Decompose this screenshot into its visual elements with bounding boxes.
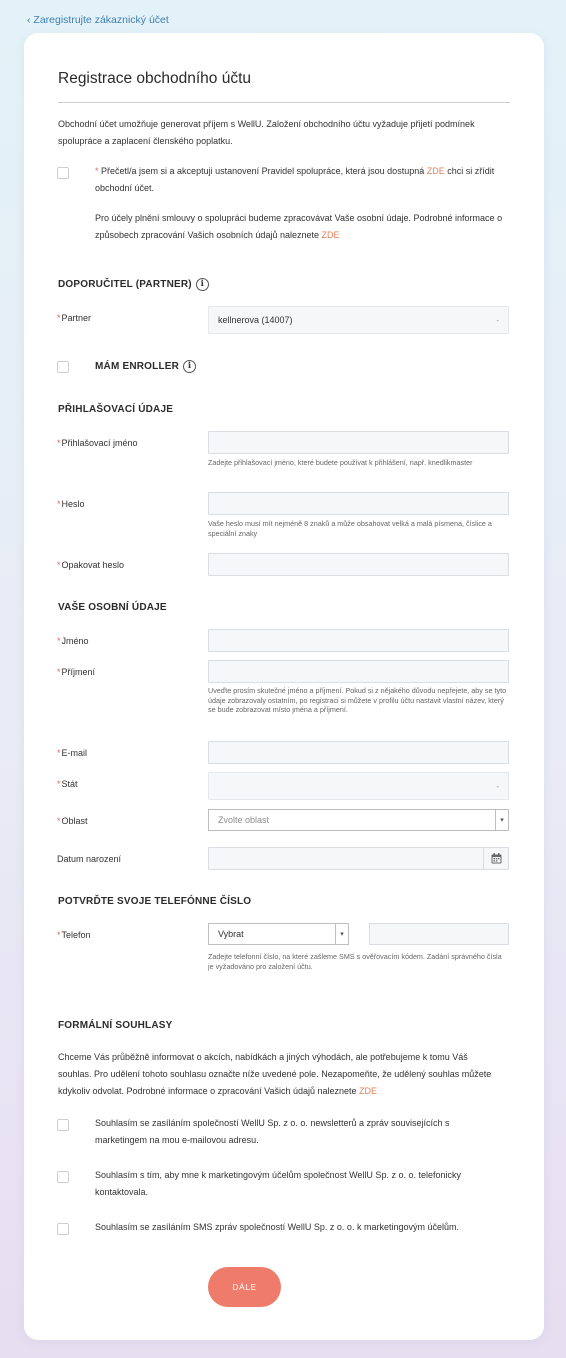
enroller-checkbox[interactable]	[57, 361, 69, 373]
next-button[interactable]: DÁLE	[208, 1267, 281, 1307]
registration-card	[24, 33, 544, 1340]
required-mark: *	[57, 313, 61, 323]
region-placeholder: Zvolte oblast	[218, 815, 270, 825]
back-link[interactable]	[27, 14, 169, 26]
consents-intro	[58, 1049, 498, 1100]
password-label	[57, 499, 85, 509]
info-icon[interactable]: i	[196, 278, 209, 291]
privacy-text-body: Pro účely plnění smlouvy o spolupráci budeme zpracovávat Vaše osobní údaje. Podrobné informace o způsobech zpracování Vašich osobních údajů naleznete	[95, 213, 503, 240]
username-label	[57, 438, 138, 448]
partner-select[interactable]	[208, 306, 509, 334]
consent-email-checkbox[interactable]	[57, 1119, 69, 1131]
username-label-text: Přihlašovací jméno	[61, 438, 138, 448]
calendar-button[interactable]	[483, 848, 508, 869]
repeat-password-input[interactable]	[208, 553, 509, 576]
phone-prefix-value: Vybrat	[218, 929, 244, 939]
consents-heading: FORMÁLNÍ SOUHLASY	[58, 1020, 173, 1031]
email-input[interactable]	[208, 741, 509, 764]
title-divider	[58, 102, 510, 103]
birth-date-label: Datum narození	[57, 854, 122, 864]
first-name-input[interactable]	[208, 629, 509, 652]
dropdown-arrow-icon[interactable]: ▾	[335, 924, 348, 944]
caret-icon: -	[496, 315, 499, 325]
terms-checkbox[interactable]	[57, 167, 69, 179]
partner-value: kellnerova (14007)	[218, 315, 293, 325]
phone-label-text: Telefon	[61, 930, 91, 940]
phone-prefix-select[interactable]	[208, 923, 349, 945]
last-name-input[interactable]	[208, 660, 509, 683]
consents-link[interactable]: ZDE	[359, 1086, 378, 1096]
phone-help: Zadejte telefonní číslo, na které zašleme SMS s ověřovacím kódem. Zadání správného čísla je vyžadováno pro založení účtu.	[208, 952, 502, 971]
required-mark: *	[57, 816, 61, 826]
password-input[interactable]	[208, 492, 509, 515]
phone-label	[57, 930, 91, 940]
last-name-label-text: Příjmení	[61, 667, 96, 677]
phone-heading: POTVRĎTE SVOJE TELEFÓNNE ČÍSLO	[58, 896, 252, 907]
consent-email-text: Souhlasím se zasíláním společností WellU Sp. z o. o. newsletterů a zpráv souvisejících s marketingem na mou e-mailovou adresu.	[95, 1118, 450, 1145]
enroller-label-text: MÁM ENROLLER	[95, 361, 180, 373]
calendar-icon	[491, 853, 502, 864]
back-link-label: Zaregistrujte zákaznický účet	[33, 14, 169, 26]
info-icon[interactable]: i	[183, 360, 196, 373]
region-label-text: Oblast	[61, 816, 88, 826]
email-label-text: E-mail	[61, 748, 88, 758]
region-select[interactable]	[208, 809, 509, 831]
username-help: Zadejte přihlašovací jméno, které budete používat k přihlášení, např. knedlikmaster	[208, 458, 473, 467]
country-label	[57, 779, 78, 789]
repeat-password-label-text: Opakovat heslo	[61, 560, 125, 570]
required-mark: *	[57, 499, 61, 509]
privacy-link[interactable]: ZDE	[321, 230, 340, 240]
caret-icon: -	[496, 781, 499, 791]
terms-text	[95, 163, 515, 197]
password-label-text: Heslo	[61, 499, 85, 509]
consents-intro-text: Chceme Vás průběžně informovat o akcích, nabídkách a jiných výhodách, ale potřebujeme k tomu Váš souhlas. Pro udělení tohoto souhlasu označte níže uvedené pole. Nezapomeňte, že udělený souhlas můžete kdykoliv odvolat. Podrobné informace o zpracování Vašich údajů naleznete	[58, 1052, 492, 1096]
partner-label-text: Partner	[61, 313, 92, 323]
login-heading: PŘIHLAŠOVACÍ ÚDAJE	[58, 404, 174, 415]
intro-text: Obchodní účet umožňuje generovat příjem s WellU. Založení obchodního účtu vyžaduje přijetí podmínek spolupráce a zaplacení členského poplatku.	[58, 119, 475, 146]
last-name-label	[57, 667, 95, 677]
consent-sms-checkbox[interactable]	[57, 1223, 69, 1235]
consent-phone-checkbox[interactable]	[57, 1171, 69, 1183]
personal-heading: VAŠE OSOBNÍ ÚDAJE	[58, 602, 167, 613]
first-name-label-text: Jméno	[61, 636, 89, 646]
phone-number-input[interactable]	[369, 923, 509, 945]
region-label	[57, 816, 88, 826]
first-name-label	[57, 636, 89, 646]
page-title: Registrace obchodního účtu	[58, 70, 252, 87]
required-mark: *	[57, 636, 61, 646]
terms-link[interactable]: ZDE	[426, 166, 445, 176]
email-label	[57, 748, 87, 758]
required-mark: *	[57, 748, 61, 758]
terms-text-before: Přečetl/a jsem si a akceptuji ustanovení Pravidel spolupráce, která jsou dostupná	[101, 166, 425, 176]
dropdown-arrow-icon[interactable]: ▾	[495, 810, 508, 830]
sponsor-heading-text: DOPORUČITEL (PARTNER)	[58, 279, 192, 291]
terms-text-after: chci si zřídit obchodní účet.	[95, 166, 495, 193]
partner-label	[57, 313, 91, 323]
required-mark: *	[57, 667, 61, 677]
chevron-left-icon: ‹	[27, 14, 31, 26]
required-mark: *	[95, 166, 99, 176]
username-input[interactable]	[208, 431, 509, 454]
repeat-password-label	[57, 560, 124, 570]
consent-phone-text: Souhlasím s tím, aby mne k marketingovým účelům společnost WellU Sp. z o. o. telefonicky kontaktovala.	[95, 1170, 461, 1197]
required-mark: *	[57, 779, 61, 789]
consent-sms-text: Souhlasím se zasíláním SMS zpráv společností WellU Sp. z o. o. k marketingovým účelům.	[95, 1222, 459, 1232]
password-help: Vaše heslo musí mít nejméně 8 znaků a může obsahovat velká a malá písmena, číslice a speciální znaky	[208, 519, 492, 538]
enroller-label	[95, 360, 196, 373]
sponsor-heading	[58, 278, 209, 291]
privacy-text	[95, 210, 515, 244]
required-mark: *	[57, 560, 61, 570]
required-mark: *	[57, 930, 61, 940]
required-mark: *	[57, 438, 61, 448]
name-help: Uveďte prosím skutečné jméno a příjmení. Pokud si z nějakého důvodu nepřejete, aby se tyto údaje zobrazovaly ostatním, po registraci si můžete v profilu účtu nastavit vlastní název, který se bude zobrazovat místo jména a příjmení.	[208, 686, 507, 714]
country-label-text: Stát	[61, 779, 78, 789]
country-select[interactable]	[208, 772, 509, 800]
birth-date-input[interactable]	[208, 847, 509, 870]
